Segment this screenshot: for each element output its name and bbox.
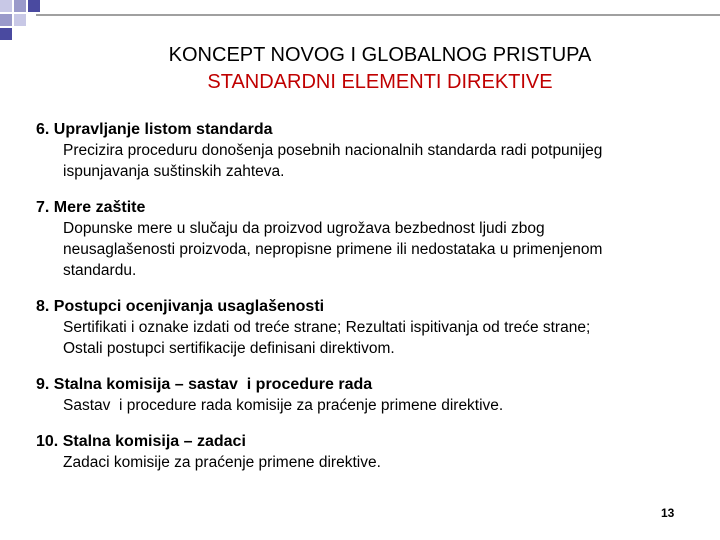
deco-square bbox=[0, 0, 12, 12]
section-7 bbox=[36, 197, 708, 281]
section-body bbox=[36, 317, 708, 359]
section-body bbox=[36, 395, 708, 416]
section-body-line: Sertifikati i oznake izdati od treće strane; Rezultati ispitivanja od treće strane; bbox=[63, 319, 591, 336]
deco-square bbox=[14, 0, 26, 12]
section-body-line: Precizira proceduru donošenja posebnih nacionalnih standarda radi potpunijeg bbox=[63, 142, 603, 159]
section-body bbox=[36, 140, 708, 182]
deco-square bbox=[14, 14, 26, 26]
section-body-line: Ostali postupci sertifikacije definisani direktivom. bbox=[63, 340, 395, 357]
section-body bbox=[36, 452, 708, 473]
section-body-line: Dopunske mere u slučaju da proizvod ugrožava bezbednost ljudi zbog bbox=[63, 220, 545, 237]
header-rule bbox=[36, 14, 720, 16]
sections-list bbox=[36, 119, 708, 488]
section-6 bbox=[36, 119, 708, 182]
deco-square bbox=[0, 28, 12, 40]
section-heading: 7. Mere zaštite bbox=[36, 199, 146, 216]
section-body-line: Sastav i procedure rada komisije za praćenje primene direktive. bbox=[63, 397, 504, 414]
section-body bbox=[36, 218, 708, 281]
section-heading: 8. Postupci ocenjivanja usaglašenosti bbox=[36, 298, 325, 315]
deco-square bbox=[0, 14, 12, 26]
section-10 bbox=[36, 431, 708, 473]
deco-square bbox=[28, 0, 40, 12]
section-body-line: Zadaci komisije za praćenje primene direktive. bbox=[63, 454, 381, 471]
section-body-line: ispunjavanja suštinskih zahteva. bbox=[63, 163, 285, 180]
section-body-line: neusaglašenosti proizvoda, nepropisne primene ili nedostataka u primenjenom bbox=[63, 241, 603, 258]
section-8 bbox=[36, 296, 708, 359]
section-heading: 9. Stalna komisija – sastav i procedure rada bbox=[36, 376, 373, 393]
slide-title: KONCEPT NOVOG I GLOBALNOG PRISTUPA bbox=[168, 44, 592, 66]
section-body-line: standardu. bbox=[63, 262, 137, 279]
section-heading: 6. Upravljanje listom standarda bbox=[36, 121, 273, 138]
page-number: 13 bbox=[661, 506, 675, 520]
section-heading: 10. Stalna komisija – zadaci bbox=[36, 433, 246, 450]
section-9 bbox=[36, 374, 708, 416]
slide-subtitle: STANDARDNI ELEMENTI DIREKTIVE bbox=[207, 71, 553, 93]
